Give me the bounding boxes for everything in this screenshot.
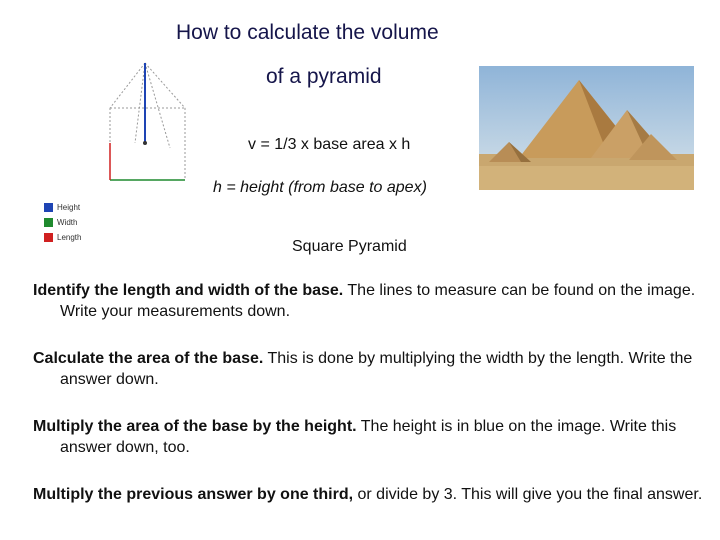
steps-list — [33, 280, 703, 531]
step-1-heading: Identify the length and width of the base. — [33, 282, 344, 299]
legend-swatch-height — [44, 203, 53, 212]
step-3-text: The height is in blue on the image. Write this answer down, too. — [60, 418, 677, 456]
step-2 — [33, 348, 703, 390]
title-line-2: of a pyramid — [266, 65, 382, 88]
legend-item-length — [44, 230, 81, 245]
volume-formula: v = 1/3 x base area x h — [248, 136, 411, 153]
height-definition: h = height (from base to apex) — [213, 179, 427, 196]
step-4-heading: Multiply the previous answer by one third, — [33, 486, 354, 503]
step-2-heading: Calculate the area of the base. — [33, 350, 264, 367]
legend-label-length: Length — [57, 233, 82, 242]
diagram-legend — [44, 200, 81, 245]
step-1 — [33, 280, 703, 322]
apex-dot — [143, 141, 147, 145]
pyramids-photo — [479, 66, 694, 190]
legend-swatch-width — [44, 218, 53, 227]
step-4-text: or divide by 3. This will give you the final answer. — [353, 486, 703, 503]
step-3-heading: Multiply the area of the base by the height. — [33, 418, 357, 435]
legend-swatch-length — [44, 233, 53, 242]
legend-label-height: Height — [57, 203, 81, 212]
legend-item-height — [44, 200, 81, 215]
title-line-1: How to calculate the volume — [176, 21, 439, 44]
subtitle-square-pyramid: Square Pyramid — [292, 238, 407, 255]
step-2-text: This is done by multiplying the width by the length. Write the answer down. — [60, 350, 693, 388]
legend-item-width — [44, 215, 81, 230]
step-1-text: The lines to measure can be found on the image. Write your measurements down. — [60, 282, 696, 320]
pyramid-diagram — [100, 58, 200, 188]
step-3 — [33, 416, 703, 458]
legend-label-width: Width — [57, 218, 78, 227]
step-4 — [33, 484, 703, 505]
